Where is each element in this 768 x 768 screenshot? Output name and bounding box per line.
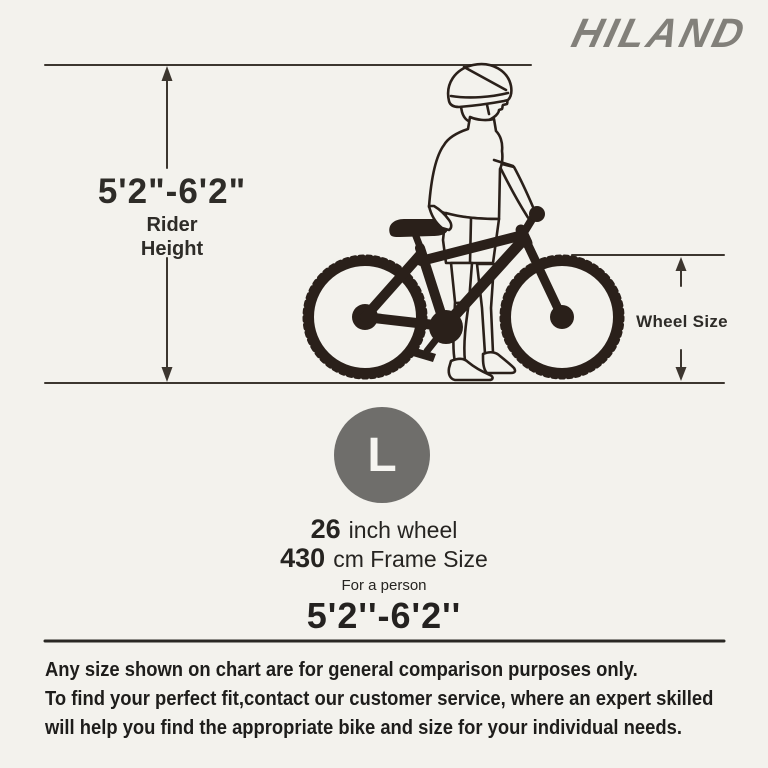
wheel-spec-row xyxy=(134,514,634,543)
rider-height-label xyxy=(52,213,292,261)
rider-height-label-line1: Rider xyxy=(146,214,198,236)
wheel-spec-value: 26 xyxy=(310,514,341,544)
person-height-range: 5'2''-6'2'' xyxy=(306,595,462,636)
frame-spec-unit: cm Frame Size xyxy=(333,546,488,572)
disclaimer-line-1: Any size shown on chart are for general comparison purposes only. xyxy=(45,659,638,681)
frame-spec-value: 430 xyxy=(280,543,326,573)
wheel-spec-unit: inch wheel xyxy=(348,517,458,543)
for-person-label: For a person xyxy=(341,577,427,594)
disclaimer-line-2: To find your perfect fit,contact our customer service, where an expert skilled xyxy=(45,688,714,710)
rider-height-range: 5'2"-6'2" xyxy=(97,172,247,211)
hiland-logo: HILAND xyxy=(567,10,752,56)
size-badge xyxy=(334,407,430,503)
size-badge-letter: L xyxy=(367,428,397,482)
disclaimer-text xyxy=(45,656,763,743)
rider-height-label-line2: Height xyxy=(140,238,204,260)
frame-spec-row xyxy=(134,543,634,572)
disclaimer-line-3: will help you find the appropriate bike and size for your individual needs. xyxy=(45,717,682,739)
wheel-size-label: Wheel Size xyxy=(636,312,728,331)
size-spec-block xyxy=(134,514,634,637)
